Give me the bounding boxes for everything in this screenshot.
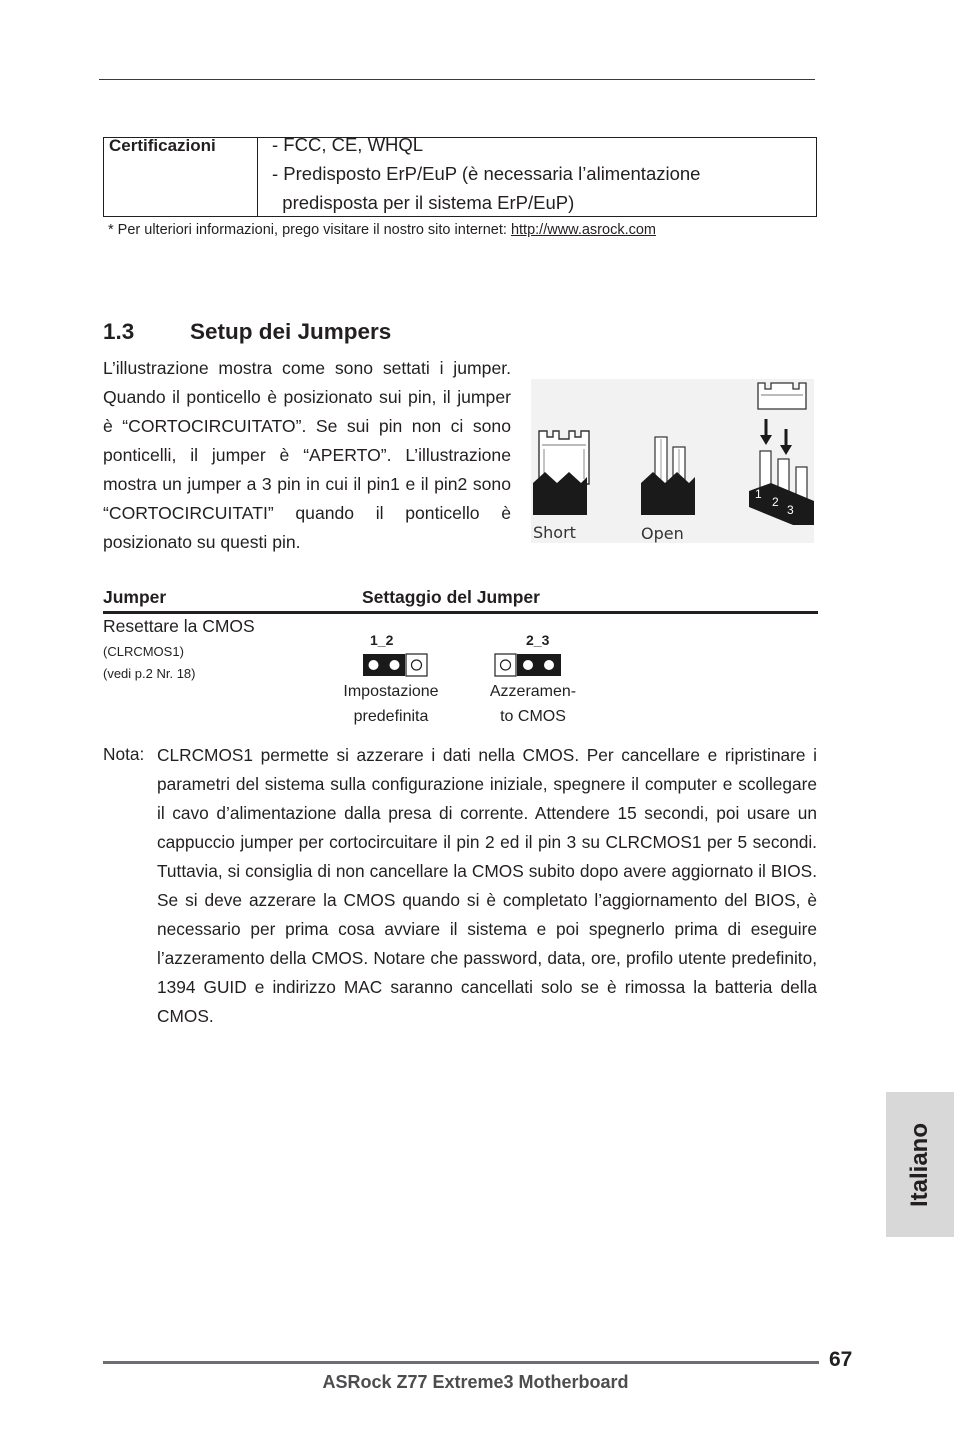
pin-diagram-default: [362, 653, 428, 677]
pin-label-clear: 2_3: [526, 632, 550, 648]
pin-diagram-clear: [494, 653, 562, 677]
three-pin-jumper-graphic: [749, 383, 814, 525]
clear-caption: [473, 679, 593, 729]
language-tab-label: Italiano: [906, 1122, 934, 1207]
table-header-rule: [103, 611, 818, 614]
intro-paragraph: L’illustrazione mostra come sono settati i jumper. Quando il ponticello è posizionato sui pin, il jumper è “CORTOCIRCUITATO”. Se sui pin non ci sono ponticelli, il jumper è “APERTO”. L’illustrazione mostra un jumper a 3 pin in cui il pin1 e il pin2 sono “CORTOCIRCUITATI” quando il ponticello è posizionato su questi pin.: [103, 358, 511, 552]
certification-table: [103, 134, 817, 217]
page-number: 67: [829, 1348, 853, 1371]
language-tab: [886, 1092, 954, 1237]
default-caption-line: predefinita: [353, 708, 429, 725]
spec-line: - Predisposto ErP/EuP (è necessaria l’alimentazione: [272, 163, 701, 184]
pin-number-3: 3: [787, 503, 794, 517]
footnote-text: * Per ulteriori informazioni, prego visitare il nostro sito internet:: [108, 222, 511, 238]
jumper-name: Resettare la CMOS: [103, 616, 255, 636]
open-label: Open: [641, 524, 684, 543]
jumper-reference: (vedi p.2 Nr. 18): [103, 666, 196, 681]
pin-number-2: 2: [772, 495, 779, 509]
table-divider: [257, 138, 258, 216]
note-text: CLRCMOS1 permette si azzerare i dati nella CMOS. Per cancellare e ripristinare i parametri del sistema sulla configurazione iniziale, spegnere il computer e scollegare il cavo d’alimentazione dalla presa di corrente. Attendere 15 secondi, poi usare un cappuccio jumper per cortocircuitare il pin 2 ed il pin 3 su CLRCMOS1 per 5 secondi. Tuttavia, si consiglia di non cancellare la CMOS subito dopo avere aggiornato il BIOS. Se si deve azzerare la CMOS quando si è completato l’aggiornamento del BIOS, è necessario per prima cosa avviare il sistema e poi spegnerlo prima di eseguire l’azzeramento della CMOS. Notare che password, data, ore, profilo utente predefinito, 1394 GUID e indirizzo MAC saranno cancellati solo se è rimossa la batteria della CMOS.: [157, 745, 817, 1026]
section-title: Setup dei Jumpers: [190, 319, 392, 344]
column-header-jumper: Jumper: [103, 587, 167, 607]
column-header-setting: Settaggio del Jumper: [362, 587, 540, 607]
spec-line: - FCC, CE, WHQL: [272, 134, 424, 155]
spec-line: predisposta per il sistema ErP/EuP): [272, 192, 575, 213]
default-caption-line: Impostazione: [343, 683, 439, 700]
pin-number-1: 1: [755, 487, 762, 501]
header-rule: [99, 79, 815, 80]
note-label: Nota:: [103, 744, 145, 764]
default-caption: [331, 679, 451, 729]
jumper-drawing: [531, 379, 814, 543]
spec-key: Certificazioni: [109, 136, 216, 155]
pin-label-default: 1_2: [370, 632, 394, 648]
footer-title: ASRock Z77 Extreme3 Motherboard: [322, 1372, 629, 1392]
clear-caption-line: to CMOS: [500, 708, 566, 725]
jumper-code: (CLRCMOS1): [103, 644, 184, 659]
short-jumper-graphic: [533, 431, 589, 515]
section-number: 1.3: [103, 319, 135, 344]
open-jumper-graphic: [641, 437, 695, 515]
jumper-illustration: [531, 379, 814, 543]
website-link[interactable]: http://www.asrock.com: [510, 222, 656, 238]
clear-caption-line: Azzeramen-: [489, 683, 577, 700]
short-label: Short: [533, 523, 576, 542]
footnote: [108, 222, 656, 238]
footer-rule: [103, 1361, 819, 1364]
